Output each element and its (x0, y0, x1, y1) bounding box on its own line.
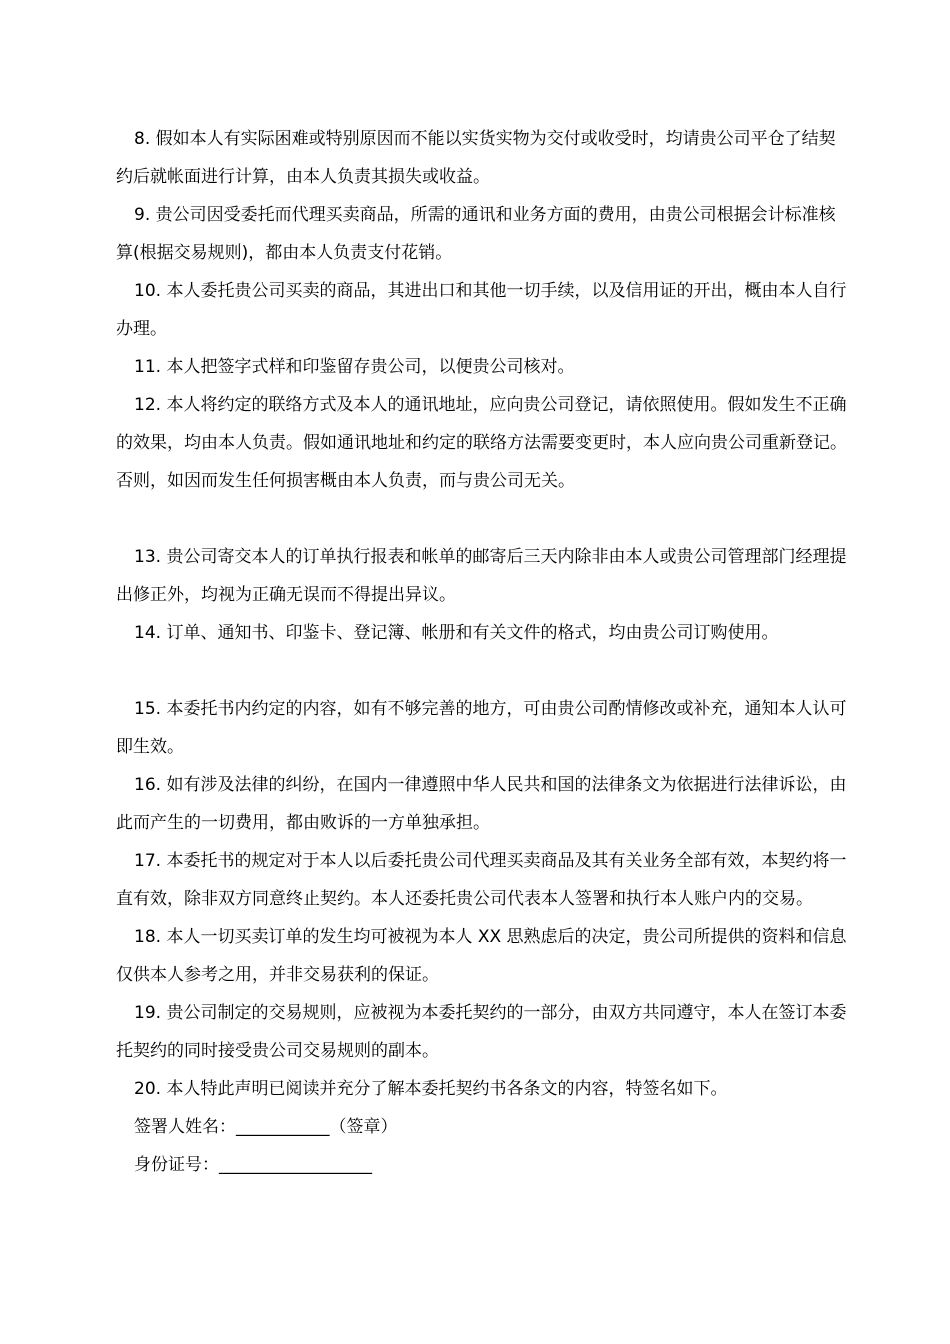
clause-19: 19. 贵公司制定的交易规则，应被视为本委托契约的一部分，由双方共同遵守，本人在签订本委托契约的同时接受贵公司交易规则的副本。 (116, 1003, 847, 1061)
clause-13: 13. 贵公司寄交本人的订单执行报表和帐单的邮寄后三天内除非由本人或贵公司管理部门经理提出修正外，均视为正确无误而不得提出异议。 (116, 547, 847, 605)
clause-18: 18. 本人一切买卖订单的发生均可被视为本人 XX 思熟虑后的决定，贵公司所提供的资料和信息仅供本人参考之用，并非交易获利的保证。 (116, 927, 847, 985)
clause-20: 20. 本人特此声明已阅读并充分了解本委托契约书各条文的内容，特签名如下。 (134, 1079, 728, 1099)
clause-11: 11. 本人把签字式样和印鉴留存贵公司，以便贵公司核对。 (134, 357, 575, 377)
id-number-line: 身份证号：__________________ (134, 1155, 372, 1175)
clause-16: 16. 如有涉及法律的纠纷，在国内一律遵照中华人民共和国的法律条文为依据进行法律诉讼，由此而产生的一切费用，都由败诉的一方单独承担。 (116, 775, 847, 833)
clause-14: 14. 订单、通知书、印鉴卡、登记簿、帐册和有关文件的格式，均由贵公司订购使用。 (134, 623, 779, 643)
clause-12: 12. 本人将约定的联络方式及本人的通讯地址，应向贵公司登记，请依照使用。假如发生不正确的效果，均由本人负责。假如通讯地址和约定的联络方法需要变更时，本人应向贵公司重新登记。否则，如因而发生任何损害概由本人负责，而与贵公司无关。 (116, 395, 847, 491)
signer-name-line: 签署人姓名：___________（签章） (134, 1117, 398, 1137)
clause-9: 9. 贵公司因受委托而代理买卖商品，所需的通讯和业务方面的费用，由贵公司根据会计标准核算(根据交易规则)，都由本人负责支付花销。 (116, 205, 836, 263)
clause-15: 15. 本委托书内约定的内容，如有不够完善的地方，可由贵公司酌情修改或补充，通知本人认可即生效。 (116, 699, 847, 757)
clause-17: 17. 本委托书的规定对于本人以后委托贵公司代理买卖商品及其有关业务全部有效，本契约将一直有效，除非双方同意终止契约。本人还委托贵公司代表本人签署和执行本人账户内的交易。 (116, 851, 847, 909)
clause-list (116, 120, 848, 1184)
clause-10: 10. 本人委托贵公司买卖的商品，其进出口和其他一切手续，以及信用证的开出，概由本人自行办理。 (116, 281, 847, 339)
clause-8: 8. 假如本人有实际困难或特别原因而不能以实货实物为交付或收受时，均请贵公司平仓了结契约后就帐面进行计算，由本人负责其损失或收益。 (116, 129, 836, 187)
